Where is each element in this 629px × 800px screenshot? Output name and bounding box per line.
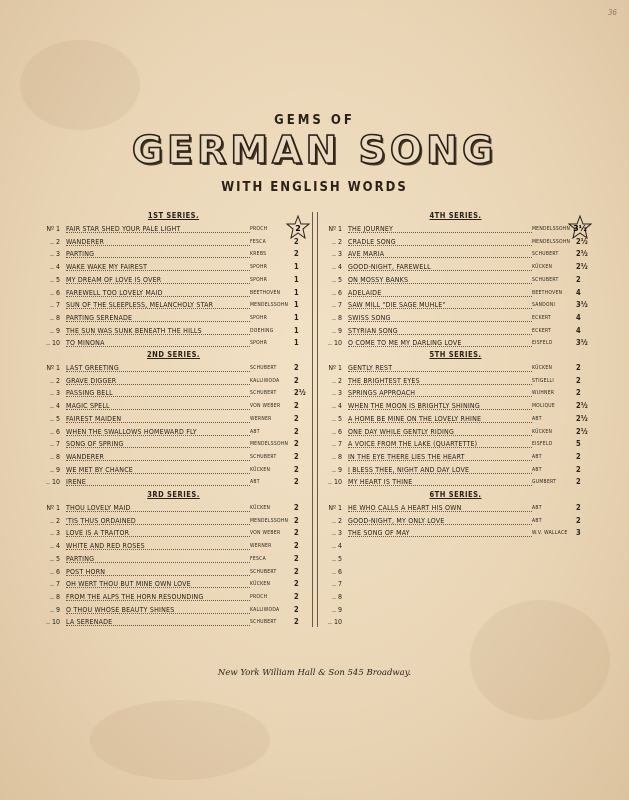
composer-name: SCHUBERT — [250, 619, 277, 626]
song-price: 2½ — [576, 249, 588, 259]
song-title: STYRIAN SONG — [348, 326, 398, 335]
song-row — [318, 337, 593, 349]
song-title: THOU LOVELY MAID — [66, 504, 131, 512]
song-price: 3½ — [576, 338, 588, 348]
song-number: .. 10 — [45, 478, 60, 487]
song-number: .. 6 — [49, 427, 60, 436]
song-title: ONE DAY WHILE GENTLY RIDING — [348, 427, 455, 436]
song-number: .. 4 — [49, 263, 60, 272]
composer-name: KALLIWODA — [250, 377, 280, 384]
song-title: PARTING — [66, 250, 95, 259]
song-number: .. 4 — [331, 263, 342, 272]
song-title: SUN OF THE SLEEPLESS, MELANCHOLY STAR — [66, 301, 214, 310]
song-price: 2 — [294, 249, 299, 259]
song-number: .. 2 — [49, 516, 60, 525]
song-price: 2 — [294, 451, 299, 461]
song-price: 2 — [294, 477, 299, 487]
song-price: 1 — [294, 325, 299, 335]
series-heading: 1ST SERIES. — [147, 211, 200, 220]
song-price: 2 — [294, 464, 299, 474]
song-title: GOOD-NIGHT, FAREWELL — [348, 263, 431, 272]
song-title: LAST GREETING — [66, 364, 119, 372]
song-price: 2 — [576, 464, 581, 474]
series-block — [36, 211, 311, 351]
composer-name: SPOHR — [250, 276, 268, 283]
song-row — [36, 604, 311, 616]
composer-name: KÜCKEN — [250, 581, 271, 588]
song-row — [36, 566, 311, 578]
song-number: .. 2 — [49, 237, 60, 246]
song-title: WHITE AND RED ROSES — [66, 542, 145, 551]
series-block — [36, 350, 311, 490]
star-price: 2 — [295, 224, 301, 233]
song-number: .. 5 — [49, 275, 60, 284]
song-title: SWISS SONG — [348, 313, 391, 322]
song-number: .. 10 — [327, 618, 342, 627]
corner-note: 36 — [607, 8, 617, 17]
song-row — [318, 604, 593, 616]
composer-name: ABT — [532, 505, 542, 511]
composer-name: ABT — [532, 415, 542, 422]
publisher-imprint: New York William Hall & Son 545 Broadway. — [217, 668, 412, 678]
song-row — [36, 299, 311, 311]
series-heading: 4TH SERIES. — [429, 211, 482, 220]
song-row — [36, 515, 311, 527]
song-title: GOOD-NIGHT, MY ONLY LOVE — [348, 516, 445, 525]
composer-name: SPOHR — [250, 340, 268, 347]
song-number: Nº 1 — [46, 504, 60, 512]
composer-name: PROCH — [250, 593, 268, 600]
song-title: WANDERER — [66, 237, 105, 246]
song-number: .. 4 — [331, 402, 342, 411]
composer-name: KREBS — [250, 251, 267, 258]
composer-name: EISFELD — [532, 441, 553, 448]
song-title: WE MET BY CHANCE — [66, 465, 133, 474]
song-number: .. 4 — [49, 542, 60, 551]
song-number: Nº 1 — [328, 504, 342, 512]
composer-name: MENDELSSOHN — [250, 441, 289, 448]
composer-name: BEETHOVEN — [532, 289, 563, 296]
composer-name: MOLIQUE — [532, 403, 556, 410]
composer-name: SCHUBERT — [532, 276, 559, 283]
song-row — [318, 553, 593, 565]
song-price: 4 — [576, 312, 581, 322]
song-number: .. 5 — [49, 554, 60, 563]
song-row — [36, 616, 311, 628]
song-row — [36, 426, 311, 438]
song-price: 2 — [294, 541, 299, 551]
composer-name: PROCH — [250, 226, 268, 232]
song-row — [36, 274, 311, 286]
composer-name: KÜCKEN — [532, 264, 553, 271]
song-price: 2 — [294, 553, 299, 563]
song-row — [318, 426, 593, 438]
song-number: .. 8 — [49, 592, 60, 601]
song-row — [36, 387, 311, 399]
song-title: 'TIS THUS ORDAINED — [66, 516, 136, 525]
song-row — [36, 553, 311, 565]
song-title: LOVE IS A TRAITOR — [66, 529, 130, 538]
song-row — [318, 413, 593, 425]
song-row — [318, 451, 593, 463]
composer-name: SCHUBERT — [250, 365, 277, 371]
song-price: 1 — [294, 274, 299, 284]
song-row — [36, 337, 311, 349]
song-row — [318, 287, 593, 299]
song-price: 2 — [576, 451, 581, 461]
song-number: .. 9 — [49, 326, 60, 335]
song-row — [318, 515, 593, 527]
song-title: CRADLE SONG — [348, 237, 396, 246]
song-title: I BLESS THEE, NIGHT AND DAY LOVE — [348, 465, 470, 474]
song-number: Nº 1 — [46, 364, 60, 372]
song-title: PARTING SERENADE — [66, 313, 133, 322]
song-price: 2 — [294, 375, 299, 385]
song-number: .. 8 — [331, 592, 342, 601]
song-price: 4 — [576, 325, 581, 335]
song-price: 2 — [294, 236, 299, 246]
song-row — [318, 375, 593, 387]
song-number: .. 4 — [331, 542, 342, 551]
composer-name: KÜCKEN — [532, 365, 553, 371]
song-price: 2½ — [576, 236, 588, 246]
song-title: WAKE WAKE MY FAIREST — [66, 263, 148, 272]
song-price: 2 — [294, 617, 299, 627]
song-price: 5 — [576, 439, 581, 449]
song-number: .. 7 — [331, 301, 342, 310]
song-number: .. 9 — [49, 605, 60, 614]
composer-name: ABT — [532, 466, 542, 473]
song-number: .. 8 — [331, 313, 342, 322]
song-price: 2 — [294, 591, 299, 601]
song-price: 2½ — [576, 426, 588, 436]
song-number: .. 9 — [49, 465, 60, 474]
song-number: .. 6 — [49, 567, 60, 576]
song-price: 2 — [576, 363, 581, 372]
title-gems-of: GEMS OF — [274, 113, 355, 128]
song-row — [318, 236, 593, 248]
song-title: AVE MARIA — [348, 250, 385, 259]
song-row — [318, 223, 593, 235]
composer-name: GUMBERT — [532, 479, 557, 486]
song-number: .. 9 — [331, 605, 342, 614]
song-price: 1 — [294, 262, 299, 272]
song-price: 2 — [294, 439, 299, 449]
song-row — [318, 527, 593, 539]
song-row — [318, 248, 593, 260]
song-row — [318, 261, 593, 273]
song-number: .. 2 — [331, 376, 342, 385]
song-row — [318, 566, 593, 578]
composer-name: STIGELLI — [532, 377, 554, 384]
song-row — [36, 312, 311, 324]
song-number: .. 7 — [331, 580, 342, 589]
song-title: A VOICE FROM THE LAKE (QUARTETTE) — [348, 440, 478, 449]
composer-name: MENDELSSOHN — [250, 302, 289, 309]
song-row — [36, 451, 311, 463]
song-number: .. 4 — [49, 402, 60, 411]
song-title: SAW MILL "DIE SAGE MUHLE" — [348, 301, 446, 310]
composer-name: VON WEBER — [250, 403, 281, 410]
song-price: 2 — [576, 515, 581, 525]
song-number: .. 7 — [49, 580, 60, 589]
song-title: IN THE EYE THERE LIES THE HEART — [348, 452, 465, 461]
song-title: FAIR STAR SHED YOUR PALE LIGHT — [66, 225, 181, 233]
song-number: .. 10 — [45, 618, 60, 627]
song-title: LA SERENADE — [66, 618, 113, 627]
song-row — [36, 476, 311, 488]
series-heading: 3RD SERIES. — [147, 490, 200, 499]
song-row — [318, 387, 593, 399]
song-title: THE JOURNEY — [348, 225, 394, 233]
song-title: OH WERT THOU BUT MINE OWN LOVE — [66, 580, 191, 589]
song-number: .. 8 — [49, 452, 60, 461]
song-number: .. 2 — [331, 237, 342, 246]
song-row — [36, 540, 311, 552]
composer-name: KALLIWODA — [250, 606, 280, 613]
song-row — [36, 362, 311, 374]
song-title: PARTING — [66, 554, 95, 563]
song-row — [36, 527, 311, 539]
composer-name: SCHUBERT — [250, 453, 277, 460]
song-title: MAGIC SPELL — [66, 402, 110, 411]
song-price: 3 — [576, 528, 581, 538]
song-title: FAIREST MAIDEN — [66, 414, 122, 423]
song-number: .. 3 — [331, 389, 342, 398]
leader-dots — [66, 485, 250, 486]
song-price: 2 — [294, 566, 299, 576]
song-title: TO MINONA — [66, 339, 105, 348]
composer-name: SPOHR — [250, 314, 268, 321]
song-number: .. 10 — [327, 478, 342, 487]
song-number: Nº 1 — [46, 225, 60, 233]
series-heading: 6TH SERIES. — [429, 490, 482, 499]
song-number: .. 10 — [45, 339, 60, 348]
song-title: O COME TO ME MY DARLING LOVE — [348, 339, 462, 348]
song-title: IRENE — [66, 478, 86, 487]
song-number: .. 5 — [331, 275, 342, 284]
composer-name: KÜCKEN — [250, 505, 271, 511]
series-heading: 5TH SERIES. — [429, 350, 482, 359]
song-title: HE WHO CALLS A HEART HIS OWN — [348, 504, 462, 512]
song-number: .. 9 — [331, 326, 342, 335]
song-price: 4 — [576, 287, 581, 297]
series-block — [318, 490, 593, 630]
song-row — [318, 299, 593, 311]
song-price: 2 — [294, 515, 299, 525]
composer-name: ABT — [532, 453, 542, 460]
song-number: .. 6 — [331, 427, 342, 436]
song-title: MY HEART IS THINE — [348, 478, 413, 487]
song-price: 2 — [294, 528, 299, 538]
composer-name: DOEHING — [250, 327, 274, 334]
paper-stain — [90, 700, 270, 780]
song-price: 2 — [294, 503, 299, 512]
song-number: .. 10 — [327, 339, 342, 348]
composer-name: SCHUBERT — [250, 390, 277, 397]
composer-name: SPOHR — [250, 264, 268, 271]
composer-name: EISFELD — [532, 340, 553, 347]
song-title: GRAVE DIGGER — [66, 376, 117, 385]
series-block — [318, 211, 593, 351]
star-price: 3½ — [573, 224, 587, 233]
song-row — [318, 438, 593, 450]
song-row — [318, 464, 593, 476]
song-number: .. 5 — [49, 414, 60, 423]
composer-name: SCHUBERT — [532, 251, 559, 258]
song-price: 2 — [576, 388, 581, 398]
song-number: .. 7 — [331, 440, 342, 449]
song-row — [36, 591, 311, 603]
song-price: 2 — [294, 604, 299, 614]
song-row — [318, 502, 593, 514]
song-row — [36, 400, 311, 412]
song-number: .. 5 — [331, 414, 342, 423]
title-main: GERMAN SONG — [131, 128, 498, 172]
song-title: WHEN THE MOON IS BRIGHTLY SHINING — [348, 402, 480, 411]
song-number: Nº 1 — [328, 225, 342, 233]
song-number: .. 9 — [331, 465, 342, 474]
song-number: .. 6 — [331, 288, 342, 297]
composer-name: FESCA — [250, 555, 267, 562]
composer-name: VON WEBER — [250, 530, 281, 537]
song-price: 1 — [294, 287, 299, 297]
song-row — [318, 325, 593, 337]
song-row — [36, 464, 311, 476]
song-title: THE SUN WAS SUNK BENEATH THE HILLS — [66, 326, 202, 335]
song-price: 2½ — [576, 401, 588, 411]
song-row — [36, 261, 311, 273]
song-row — [318, 476, 593, 488]
song-row — [36, 413, 311, 425]
composer-name: FESCA — [250, 238, 267, 245]
song-number: .. 3 — [331, 529, 342, 538]
song-price: 2 — [576, 503, 581, 512]
song-price: 2 — [576, 274, 581, 284]
composer-name: ABT — [250, 479, 260, 486]
composer-name: KÜCKEN — [250, 466, 271, 473]
song-title: SONG OF SPRING — [66, 440, 124, 449]
song-row — [318, 400, 593, 412]
song-title: WHEN THE SWALLOWS HOMEWARD FLY — [66, 427, 197, 436]
song-price: 2½ — [294, 388, 306, 398]
song-price: 1 — [294, 312, 299, 322]
song-title: A HOME BE MINE ON THE LOVELY RHINE — [348, 414, 482, 423]
song-title: FROM THE ALPS THE HORN RESOUNDING — [66, 592, 204, 601]
song-row — [318, 540, 593, 552]
series-block — [36, 490, 311, 630]
song-title: WANDERER — [66, 452, 105, 461]
song-row — [36, 236, 311, 248]
song-row — [36, 438, 311, 450]
composer-name: WERNER — [250, 543, 272, 550]
song-row — [36, 325, 311, 337]
song-number: .. 7 — [49, 440, 60, 449]
composer-name: BEETHOVEN — [250, 289, 281, 296]
composer-name: ABT — [250, 428, 260, 435]
song-number: .. 6 — [49, 288, 60, 297]
series-heading: 2ND SERIES. — [146, 350, 200, 359]
song-title: THE SONG OF MAY — [348, 529, 410, 538]
composer-name: MENDELSSOHN — [532, 226, 571, 232]
song-price: 2 — [576, 375, 581, 385]
title-subtitle: WITH ENGLISH WORDS — [221, 180, 408, 195]
song-price: 2 — [294, 363, 299, 372]
song-number: .. 6 — [331, 567, 342, 576]
song-price: 2 — [576, 477, 581, 487]
song-row — [36, 578, 311, 590]
composer-name: W.V. WALLACE — [532, 530, 568, 537]
composer-name: ECKERT — [532, 314, 552, 321]
song-row — [318, 362, 593, 374]
composer-name: ABT — [532, 517, 542, 524]
song-number: .. 7 — [49, 301, 60, 310]
song-number: .. 8 — [331, 452, 342, 461]
song-price: 3½ — [576, 300, 588, 310]
song-number: .. 3 — [49, 389, 60, 398]
song-title: GENTLY REST — [348, 364, 393, 372]
song-title: ADELAIDE — [348, 288, 382, 297]
song-row — [36, 287, 311, 299]
series-block — [318, 350, 593, 490]
song-row — [36, 502, 311, 514]
song-row — [36, 223, 311, 235]
song-row — [318, 274, 593, 286]
song-number: Nº 1 — [328, 364, 342, 372]
song-number: .. 2 — [49, 376, 60, 385]
song-price: 2½ — [576, 262, 588, 272]
composer-name: SCHUBERT — [250, 568, 277, 575]
song-title: SPRINGS APPROACH — [348, 389, 416, 398]
composer-name: WUHNER — [532, 390, 555, 397]
composer-name: MENDELSSOHN — [250, 517, 289, 524]
song-number: .. 3 — [331, 250, 342, 259]
song-row — [318, 616, 593, 628]
song-title: THE BRIGHTEST EYES — [348, 376, 420, 385]
song-price: 1 — [294, 338, 299, 348]
composer-name: WERNER — [250, 415, 272, 422]
song-price: 2 — [294, 401, 299, 411]
song-price: 2 — [294, 413, 299, 423]
song-title: MY DREAM OF LOVE IS OVER — [66, 275, 162, 284]
song-number: .. 3 — [49, 250, 60, 259]
song-number: .. 3 — [49, 529, 60, 538]
song-number: .. 5 — [331, 554, 342, 563]
song-row — [318, 312, 593, 324]
song-title: POST HORN — [66, 567, 106, 576]
song-row — [36, 375, 311, 387]
song-title: PASSING BELL — [66, 389, 113, 398]
song-price: 2 — [294, 579, 299, 589]
composer-name: SANDONI — [532, 302, 556, 309]
song-title: O THOU WHOSE BEAUTY SHINES — [66, 605, 175, 614]
song-title: FAREWELL TOO LOVELY MAID — [66, 288, 163, 297]
song-number: .. 8 — [49, 313, 60, 322]
song-price: 2 — [294, 426, 299, 436]
composer-name: MENDELSSOHN — [532, 238, 571, 245]
song-number: .. 2 — [331, 516, 342, 525]
song-row — [318, 591, 593, 603]
song-title: ON MOSSY BANKS — [348, 275, 409, 284]
song-price: 1 — [294, 300, 299, 310]
song-price: 2½ — [576, 413, 588, 423]
composer-name: ECKERT — [532, 327, 552, 334]
song-row — [318, 578, 593, 590]
song-row — [36, 248, 311, 260]
composer-name: KÜCKEN — [532, 428, 553, 435]
